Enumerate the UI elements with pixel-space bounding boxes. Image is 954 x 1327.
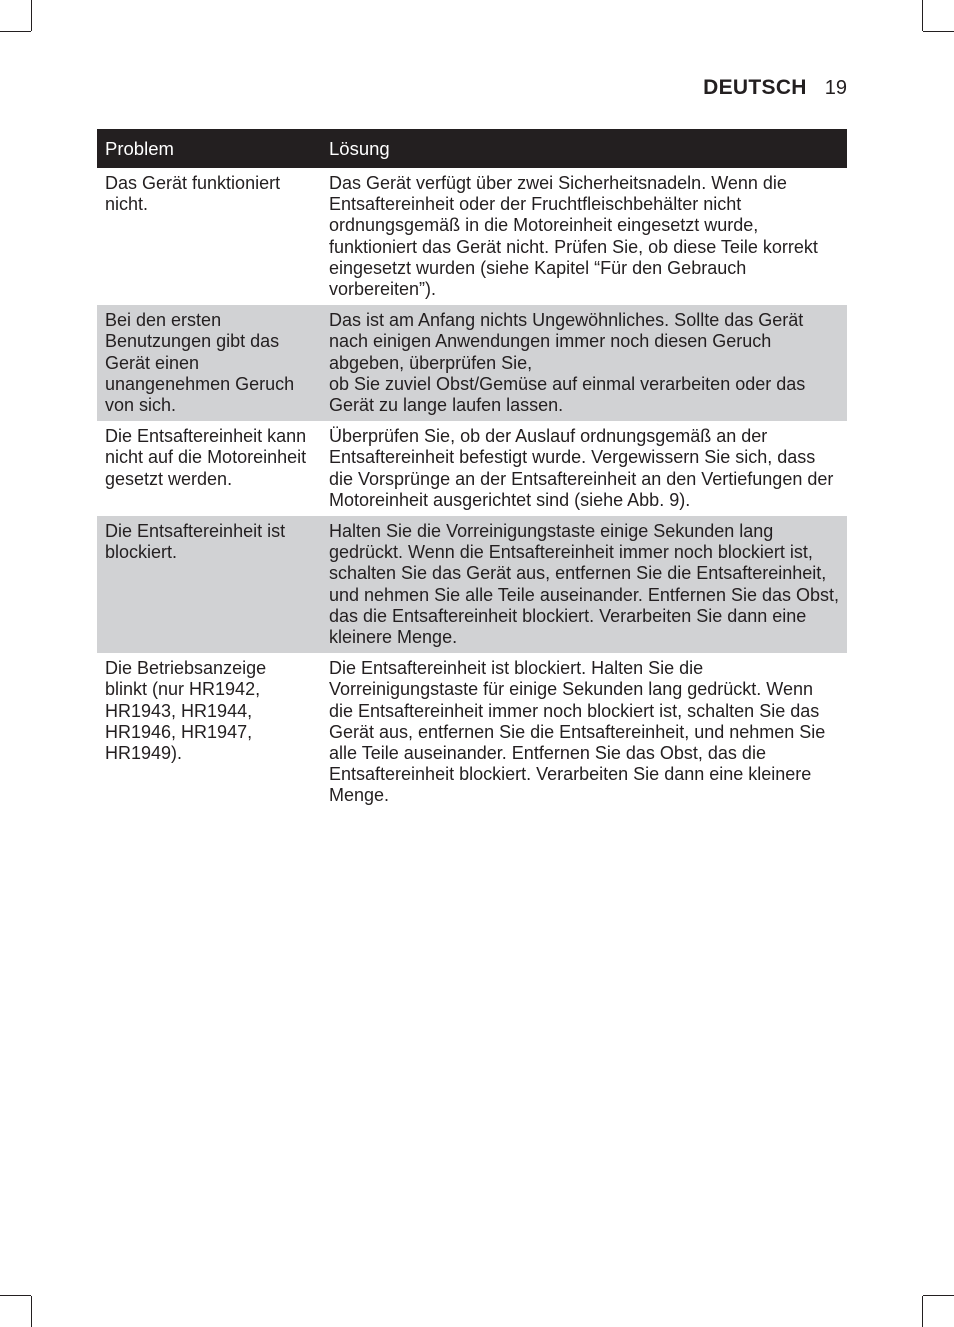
problem-cell: Das Gerät funktioniert nicht. xyxy=(105,173,281,215)
crop-mark xyxy=(31,1296,32,1327)
crop-mark xyxy=(0,1295,31,1296)
solution-text: ob Sie zuviel Obst/Gemüse auf einmal verarbeiten oder das Gerät zu lange laufen lassen. xyxy=(329,373,806,416)
crop-mark xyxy=(923,31,954,32)
crop-mark xyxy=(0,31,31,32)
crop-mark xyxy=(922,0,923,31)
table-row xyxy=(97,516,847,653)
solution-cell: Das Gerät verfügt über zwei Sicherheitsnadeln. Wenn die Entsaftereinheit oder der Fruchtfleischbehälter nicht ordnungsgemäß in die Motoreinheit eingesetzt wurde, funktioniert das Gerät nicht. Prüfen Sie, ob diese Teile korrekt eingesetzt wurden (siehe Kapitel “Für den Gebrauch vorbereiten”). xyxy=(329,173,818,300)
page-header xyxy=(703,76,847,100)
solution-cell: Überprüfen Sie, ob der Auslauf ordnungsgemäß an der Entsaftereinheit befestigt wurde. Vergewissern Sie sich, dass die Vorsprünge an der Entsaftereinheit an den Vertiefungen der Motoreinheit ausgerichtet sind (siehe Abb. 9). xyxy=(329,426,834,510)
table-row xyxy=(97,653,847,811)
table-row xyxy=(97,305,847,421)
table-row xyxy=(97,421,847,516)
table-row xyxy=(97,168,847,305)
crop-mark xyxy=(922,1296,923,1327)
solution-cell: Die Entsaftereinheit ist blockiert. Halten Sie die Vorreinigungstaste für einige Sekunden lang gedrückt. Wenn die Entsaftereinheit immer noch blockiert ist, schalten Sie das Gerät aus, entfernen Sie die Entsaftereinheit, und nehmen Sie alle Teile auseinander. Entfernen Sie das Obst, das die Entsaftereinheit blockiert. Verarbeiten Sie dann eine kleinere Menge. xyxy=(329,658,826,806)
problem-cell: Die Entsaftereinheit kann nicht auf die Motoreinheit gesetzt werden. xyxy=(105,426,307,489)
solution-cell xyxy=(321,305,847,421)
column-header-solution: Lösung xyxy=(321,129,847,168)
column-header-problem: Problem xyxy=(97,129,321,168)
page-number: 19 xyxy=(824,77,847,99)
solution-text: Das ist am Anfang nichts Ungewöhnliches. Sollte das Gerät nach einigen Anwendungen immer noch diesen Geruch abgeben, überprüfen Sie, xyxy=(329,310,804,373)
problem-cell: Die Entsaftereinheit ist blockiert. xyxy=(97,516,321,653)
problem-cell: Bei den ersten Benutzungen gibt das Gerät einen unangenehmen Geruch von sich. xyxy=(97,305,321,421)
problem-cell: Die Betriebsanzeige blinkt (nur HR1942, HR1943, HR1944, HR1946, HR1947, HR1949). xyxy=(105,658,267,764)
troubleshooting-table xyxy=(97,129,847,812)
crop-mark xyxy=(923,1295,954,1296)
section-title: DEUTSCH xyxy=(703,76,807,99)
solution-cell: Halten Sie die Vorreinigungstaste einige Sekunden lang gedrückt. Wenn die Entsaftereinheit immer noch blockiert ist, schalten Sie das Gerät aus, entfernen Sie die Entsaftereinheit, und nehmen Sie alle Teile auseinander. Entfernen Sie das Obst, das die Entsaftereinheit blockiert. Verarbeiten Sie dann eine kleinere Menge. xyxy=(321,516,847,653)
crop-mark xyxy=(31,0,32,31)
table-header-row xyxy=(97,129,847,168)
